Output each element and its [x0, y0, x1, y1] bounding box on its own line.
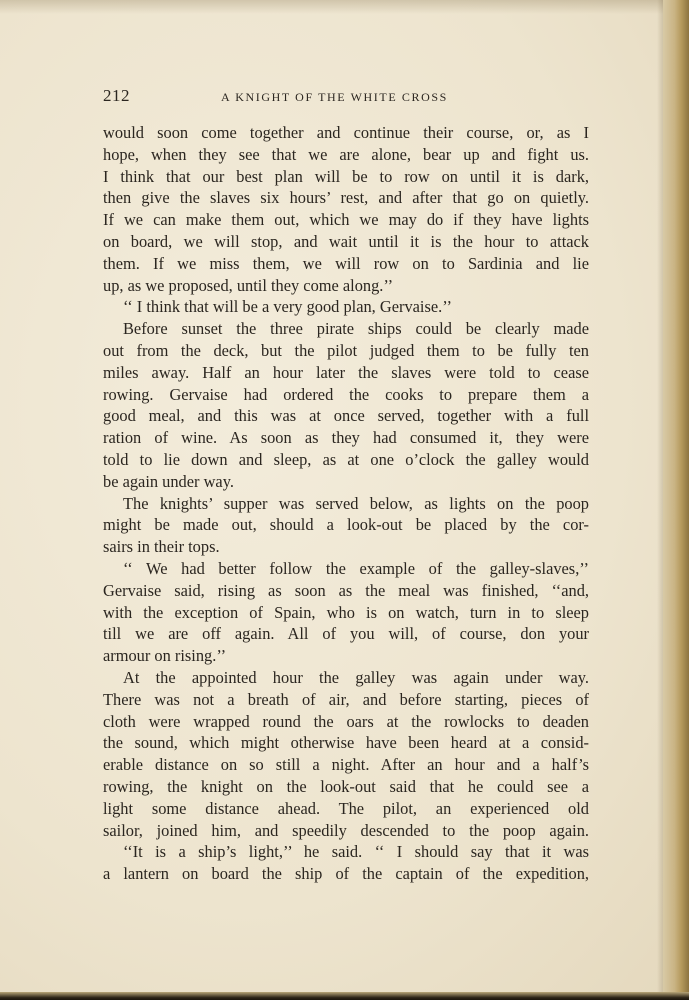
top-shadow [0, 0, 689, 14]
text-line: good meal, and this was at once served, together with a full [103, 406, 589, 426]
text-line: up, as we proposed, until they come along.’’ [103, 275, 394, 295]
text-line: erable distance on so still a night. After an hour and a half’s [103, 755, 589, 775]
text-line: a lantern on board the ship of the captain of the expedition, [103, 864, 589, 884]
text-line: The knights’ supper was served below, as lights on the poop [123, 493, 589, 513]
text-line: on board, we will stop, and wait until it is the hour to attack [103, 231, 589, 251]
text-line: rowing. Gervaise had ordered the cooks to prepare them a [103, 384, 589, 404]
bottom-edge [0, 992, 689, 1000]
text-line: with the exception of Spain, who is on watch, turn in to sleep [103, 602, 589, 622]
text-line: told to lie down and sleep, as at one o’clock the galley would [103, 449, 589, 469]
text-line: If we can make them out, which we may do if they have lights [103, 210, 589, 230]
text-line: miles away. Half an hour later the slaves were told to cease [103, 362, 589, 382]
text-line: There was not a breath of air, and before starting, pieces of [103, 689, 589, 709]
text-line: sairs in their tops. [103, 537, 220, 557]
text-line: armour on rising.’’ [103, 646, 227, 666]
text-line: the sound, which might otherwise have been heard at a consid- [103, 733, 589, 753]
text-line: be again under way. [103, 471, 234, 491]
text-line: Before sunset the three pirate ships could be clearly made [123, 319, 589, 339]
text-line: ration of wine. As soon as they had consumed it, they were [103, 428, 589, 448]
text-line: would soon come together and continue their course, or, as I [103, 123, 589, 142]
body-text [103, 122, 589, 885]
text-line: At the appointed hour the galley was again under way. [123, 667, 589, 687]
text-line: Gervaise said, rising as soon as the meal was finished, ‘‘and, [103, 580, 589, 600]
text-line: ‘‘ I think that will be a very good plan, Gervaise.’’ [123, 297, 452, 317]
text-line: rowing, the knight on the look-out said that he could see a [103, 776, 589, 796]
page-header [103, 86, 593, 108]
text-line: hope, when they see that we are alone, bear up and fight us. [103, 144, 589, 164]
text-line: then give the slaves six hours’ rest, and after that go on quietly. [103, 188, 589, 208]
text-line: ‘‘It is a ship’s light,’’ he said. ‘‘ I should say that it was [123, 842, 589, 862]
text-line: I think that our best plan will be to row on until it is dark, [103, 166, 589, 186]
page-number: 212 [103, 86, 130, 105]
running-head: A KNIGHT OF THE WHITE CROSS [221, 90, 448, 104]
text-line: them. If we miss them, we will row on to Sardinia and lie [103, 253, 589, 273]
text-line: ‘‘ We had better follow the example of the galley-slaves,’’ [123, 558, 589, 578]
text-line: light some distance ahead. The pilot, an experienced old [103, 798, 589, 818]
text-line: till we are off again. All of you will, of course, don your [103, 624, 589, 644]
text-line: out from the deck, but the pilot judged them to be fully ten [103, 340, 589, 360]
text-line: might be made out, should a look-out be placed by the cor- [103, 515, 589, 535]
text-line: sailor, joined him, and speedily descended to the poop again. [103, 820, 589, 840]
text-line: cloth were wrapped round the oars at the rowlocks to deaden [103, 711, 589, 731]
book-edge [663, 0, 689, 1000]
